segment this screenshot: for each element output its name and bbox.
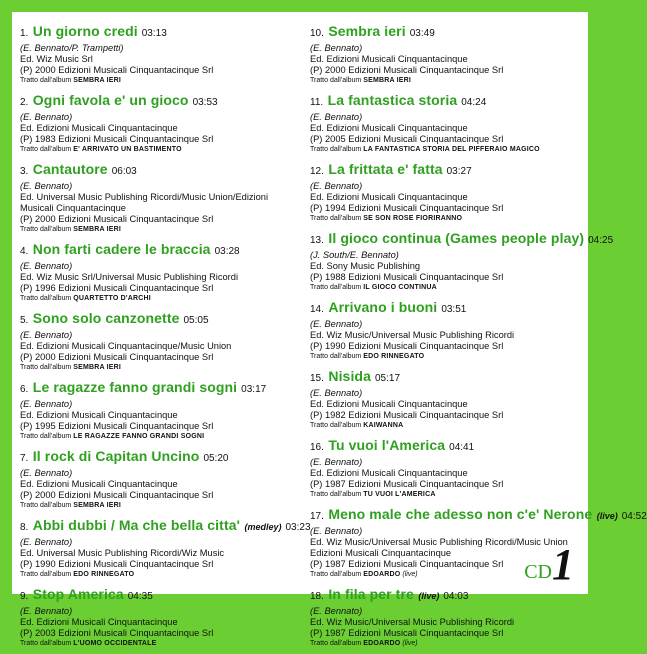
track-publisher: Ed. Edizioni Musicali Cinquantacinque (310, 54, 468, 64)
album-prefix: Tratto dall'album (310, 422, 362, 429)
track-duration: 03:27 (446, 166, 472, 177)
track-copyright: (P) 1987 Edizioni Musicali Cinquantacinque Srl (310, 479, 504, 489)
track-number: 6. (20, 384, 29, 395)
track-title: Stop America (32, 586, 124, 602)
album-prefix: Tratto dall'album (20, 77, 72, 84)
album-prefix: Tratto dall'album (310, 640, 362, 647)
track-number: 3. (20, 166, 29, 177)
track-title: Abbi dubbi / Ma che bella citta' (32, 517, 241, 533)
album-name: SEMBRA IERI (73, 226, 122, 233)
track-entry (20, 22, 302, 85)
track-album-line (20, 225, 302, 234)
track-authors: (E. Bennato) (310, 181, 363, 191)
track-duration: 03:49 (409, 28, 435, 39)
cd-label: CD (524, 561, 552, 583)
track-authors: (E. Bennato/P. Trampetti) (20, 43, 124, 53)
track-album-line (310, 639, 586, 648)
track-number: 13. (310, 235, 324, 246)
track-title: Tu vuoi l'America (328, 437, 446, 453)
track-number: 2. (20, 97, 29, 108)
track-entry (20, 160, 302, 234)
track-title: In fila per tre (328, 586, 414, 602)
track-duration: 03:28 (214, 246, 240, 257)
track-publisher: Ed. Wiz Music Srl/Universal Music Publishing Ricordi (20, 272, 239, 282)
track-authors: (E. Bennato) (20, 112, 73, 122)
track-suffix: (medley) (244, 522, 282, 532)
track-title: Cantautore (32, 161, 108, 177)
album-prefix: Tratto dall'album (20, 502, 72, 509)
track-number: 1. (20, 28, 29, 39)
track-album-line (310, 352, 586, 361)
track-duration: 05:05 (183, 315, 209, 326)
track-title: Non farti cadere le braccia (32, 241, 211, 257)
track-authors: (J. South/E. Bennato) (310, 250, 399, 260)
track-title: Ogni favola e' un gioco (32, 92, 189, 108)
track-entry (20, 309, 302, 372)
album-name: KAIWANNA (363, 422, 404, 429)
track-duration: 04:52 (621, 511, 647, 522)
track-heading (310, 229, 614, 250)
album-name: IL GIOCO CONTINUA (363, 284, 437, 291)
track-number: 10. (310, 28, 324, 39)
track-authors: (E. Bennato) (20, 261, 73, 271)
album-prefix: Tratto dall'album (20, 295, 72, 302)
track-publisher: Ed. Edizioni Musicali Cinquantacinque (310, 468, 468, 478)
track-duration: 04:03 (443, 591, 469, 602)
track-number: 11. (310, 97, 324, 108)
track-publisher: Ed. Edizioni Musicali Cinquantacinque (20, 123, 178, 133)
track-heading (310, 91, 586, 112)
track-heading (310, 298, 586, 319)
track-heading (310, 436, 586, 457)
track-copyright: (P) 1994 Edizioni Musicali Cinquantacinque Srl (310, 203, 504, 213)
track-publisher-cont: Edizioni Musicali Cinquantacinque (310, 548, 452, 558)
track-authors: (E. Bennato) (20, 606, 73, 616)
album-name: E' ARRIVATO UN BASTIMENTO (73, 146, 182, 153)
album-name: EDO RINNEGATO (363, 353, 425, 360)
track-copyright: (P) 2005 Edizioni Musicali Cinquantacinque Srl (310, 134, 504, 144)
track-suffix: (live) (596, 511, 618, 521)
track-copyright: (P) 2000 Edizioni Musicali Cinquantacinque Srl (310, 65, 504, 75)
track-duration: 03:53 (192, 97, 218, 108)
track-heading (310, 505, 647, 526)
track-album-line (310, 490, 586, 499)
track-album-line (20, 639, 302, 648)
track-title: Nisida (328, 368, 371, 384)
track-duration: 03:51 (441, 304, 467, 315)
track-title: La fantastica storia (327, 92, 458, 108)
track-duration: 03:13 (141, 28, 167, 39)
track-album-line (310, 214, 586, 223)
album-prefix: Tratto dall'album (310, 146, 362, 153)
track-heading (310, 160, 586, 181)
track-publisher: Ed. Wiz Music Srl (20, 54, 93, 64)
track-number: 12. (310, 166, 324, 177)
track-publisher: Ed. Sony Music Publishing (310, 261, 421, 271)
track-publisher: Ed. Edizioni Musicali Cinquantacinque/Music Union (20, 341, 232, 351)
album-name: EDOARDO (363, 640, 401, 647)
album-prefix: Tratto dall'album (20, 640, 72, 647)
track-copyright: (P) 1990 Edizioni Musicali Cinquantacinque Srl (20, 559, 214, 569)
track-entry (20, 378, 302, 441)
track-album-line (20, 363, 302, 372)
track-title: Sembra ieri (328, 23, 406, 39)
album-prefix: Tratto dall'album (310, 491, 362, 498)
track-heading (20, 240, 302, 261)
track-heading (310, 22, 586, 43)
track-duration: 05:17 (374, 373, 401, 384)
track-authors: (E. Bennato) (310, 112, 363, 122)
album-prefix: Tratto dall'album (20, 571, 72, 578)
track-duration: 06:03 (111, 166, 137, 177)
track-publisher: Ed. Wiz Music/Universal Music Publishing Ricordi (310, 330, 515, 340)
track-number: 18. (310, 591, 324, 602)
track-entry (310, 160, 586, 223)
track-heading (20, 585, 302, 606)
track-number: 17. (310, 511, 324, 522)
track-number: 8. (20, 522, 29, 533)
album-name: SE SON ROSE FIORIRANNO (363, 215, 463, 222)
track-entry (20, 585, 302, 648)
track-publisher: Ed. Edizioni Musicali Cinquantacinque (20, 410, 178, 420)
track-duration: 04:35 (127, 591, 153, 602)
album-prefix: Tratto dall'album (310, 571, 362, 578)
track-title: Il rock di Capitan Uncino (32, 448, 200, 464)
track-album-line (20, 432, 302, 441)
album-name: SEMBRA IERI (73, 364, 122, 371)
album-suffix: (live) (402, 640, 418, 647)
track-number: 16. (310, 442, 324, 453)
track-authors: (E. Bennato) (20, 330, 73, 340)
album-name: EDOARDO (363, 571, 401, 578)
track-album-line (20, 501, 302, 510)
track-publisher: Ed. Edizioni Musicali Cinquantacinque (310, 192, 468, 202)
tracklist-column-left (20, 22, 311, 654)
track-heading (20, 160, 302, 181)
track-entry (310, 367, 586, 430)
album-prefix: Tratto dall'album (20, 364, 72, 371)
track-authors: (E. Bennato) (20, 399, 73, 409)
track-album-line (310, 421, 586, 430)
track-number: 7. (20, 453, 29, 464)
track-number: 5. (20, 315, 29, 326)
track-album-line (20, 570, 302, 579)
track-copyright: (P) 1982 Edizioni Musicali Cinquantacinque Srl (310, 410, 504, 420)
track-authors: (E. Bennato) (310, 319, 363, 329)
track-publisher: Ed. Wiz Music/Universal Music Publishing Ricordi (310, 617, 515, 627)
track-duration: 05:20 (203, 453, 229, 464)
track-album-line (20, 294, 302, 303)
track-entry (310, 298, 586, 361)
track-suffix: (live) (418, 591, 440, 601)
track-number: 9. (20, 591, 29, 602)
track-heading (20, 516, 311, 537)
album-prefix: Tratto dall'album (310, 77, 362, 84)
album-name: LA FANTASTICA STORIA DEL PIFFERAIO MAGICO (363, 146, 540, 153)
track-authors: (E. Bennato) (310, 606, 363, 616)
track-album-line (20, 76, 302, 85)
cd-number: 1 (552, 540, 574, 589)
album-name: L'UOMO OCCIDENTALE (73, 640, 157, 647)
track-duration: 03:23 (285, 522, 311, 533)
tracklist-column-right (310, 22, 647, 654)
album-suffix: (live) (402, 571, 418, 578)
booklet-page (12, 12, 647, 647)
track-album-line (20, 145, 302, 154)
track-heading (20, 22, 302, 43)
track-authors: (E. Bennato) (310, 43, 363, 53)
track-copyright: (P) 1987 Edizioni Musicali Cinquantacinque Srl (310, 559, 504, 569)
album-name: QUARTETTO D'ARCHI (73, 295, 151, 302)
track-publisher: Ed. Edizioni Musicali Cinquantacinque (20, 617, 178, 627)
track-publisher: Ed. Universal Music Publishing Ricordi/Music Union/Edizioni (20, 192, 269, 202)
album-prefix: Tratto dall'album (310, 353, 362, 360)
track-entry (20, 516, 311, 579)
track-title: La frittata e' fatta (328, 161, 443, 177)
track-duration: 04:25 (588, 235, 614, 246)
track-entry (310, 436, 586, 499)
track-entry (310, 22, 586, 85)
track-heading (20, 447, 302, 468)
album-name: LE RAGAZZE FANNO GRANDI SOGNI (73, 433, 205, 440)
track-copyright: (P) 2000 Edizioni Musicali Cinquantacinque Srl (20, 214, 214, 224)
track-copyright: (P) 1988 Edizioni Musicali Cinquantacinque Srl (310, 272, 504, 282)
album-name: TU VUOI L'AMERICA (363, 491, 436, 498)
track-album-line (310, 76, 586, 85)
track-title: Le ragazze fanno grandi sogni (32, 379, 238, 395)
track-authors: (E. Bennato) (310, 526, 363, 536)
track-duration: 03:17 (241, 384, 267, 395)
album-name: SEMBRA IERI (73, 502, 122, 509)
track-heading (20, 91, 302, 112)
album-name: SEMBRA IERI (73, 77, 122, 84)
track-copyright: (P) 1983 Edizioni Musicali Cinquantacinque Srl (20, 134, 214, 144)
track-entry (20, 447, 302, 510)
track-entry (20, 91, 302, 154)
track-number: 15. (310, 373, 324, 384)
album-prefix: Tratto dall'album (310, 284, 362, 291)
track-entry (310, 91, 586, 154)
track-heading (310, 367, 586, 388)
track-copyright: (P) 2000 Edizioni Musicali Cinquantacinque Srl (20, 65, 214, 75)
track-title: Un giorno credi (32, 23, 138, 39)
album-prefix: Tratto dall'album (310, 215, 362, 222)
track-number: 4. (20, 246, 29, 257)
track-copyright: (P) 1996 Edizioni Musicali Cinquantacinque Srl (20, 283, 214, 293)
track-title: Sono solo canzonette (32, 310, 180, 326)
track-authors: (E. Bennato) (310, 457, 363, 467)
track-album-line (310, 283, 586, 292)
track-authors: (E. Bennato) (20, 537, 73, 547)
track-publisher: Ed. Edizioni Musicali Cinquantacinque (310, 123, 468, 133)
album-prefix: Tratto dall'album (20, 226, 72, 233)
track-entry (310, 229, 614, 292)
track-title: Meno male che adesso non c'e' Nerone (328, 506, 593, 522)
track-copyright: (P) 2000 Edizioni Musicali Cinquantacinque Srl (20, 490, 214, 500)
album-prefix: Tratto dall'album (20, 433, 72, 440)
track-publisher-cont: Musicali Cinquantacinque (20, 203, 126, 213)
track-entry (310, 585, 586, 648)
track-publisher: Ed. Universal Music Publishing Ricordi/Wiz Music (20, 548, 225, 558)
track-title: Il gioco continua (Games people play) (328, 230, 585, 246)
album-name: EDO RINNEGATO (73, 571, 135, 578)
track-duration: 04:24 (461, 97, 487, 108)
track-title: Arrivano i buoni (328, 299, 438, 315)
track-copyright: (P) 2000 Edizioni Musicali Cinquantacinque Srl (20, 352, 214, 362)
track-publisher: Ed. Edizioni Musicali Cinquantacinque (20, 479, 178, 489)
track-heading (20, 309, 302, 330)
track-copyright: (P) 1987 Edizioni Musicali Cinquantacinque Srl (310, 628, 504, 638)
track-copyright: (P) 2003 Edizioni Musicali Cinquantacinque Srl (20, 628, 214, 638)
track-copyright: (P) 1995 Edizioni Musicali Cinquantacinque Srl (20, 421, 214, 431)
track-duration: 04:41 (449, 442, 475, 453)
track-publisher: Ed. Edizioni Musicali Cinquantacinque (310, 399, 468, 409)
track-authors: (E. Bennato) (20, 181, 73, 191)
album-prefix: Tratto dall'album (20, 146, 72, 153)
track-entry (20, 240, 302, 303)
album-name: SEMBRA IERI (363, 77, 412, 84)
track-heading (20, 378, 302, 399)
track-album-line (310, 145, 586, 154)
track-heading (310, 585, 586, 606)
track-authors: (E. Bennato) (310, 388, 363, 398)
track-number: 14. (310, 304, 324, 315)
track-authors: (E. Bennato) (20, 468, 73, 478)
track-copyright: (P) 1990 Edizioni Musicali Cinquantacinque Srl (310, 341, 504, 351)
track-publisher: Ed. Wiz Music/Universal Music Publishing Ricordi/Music Union (310, 537, 568, 547)
